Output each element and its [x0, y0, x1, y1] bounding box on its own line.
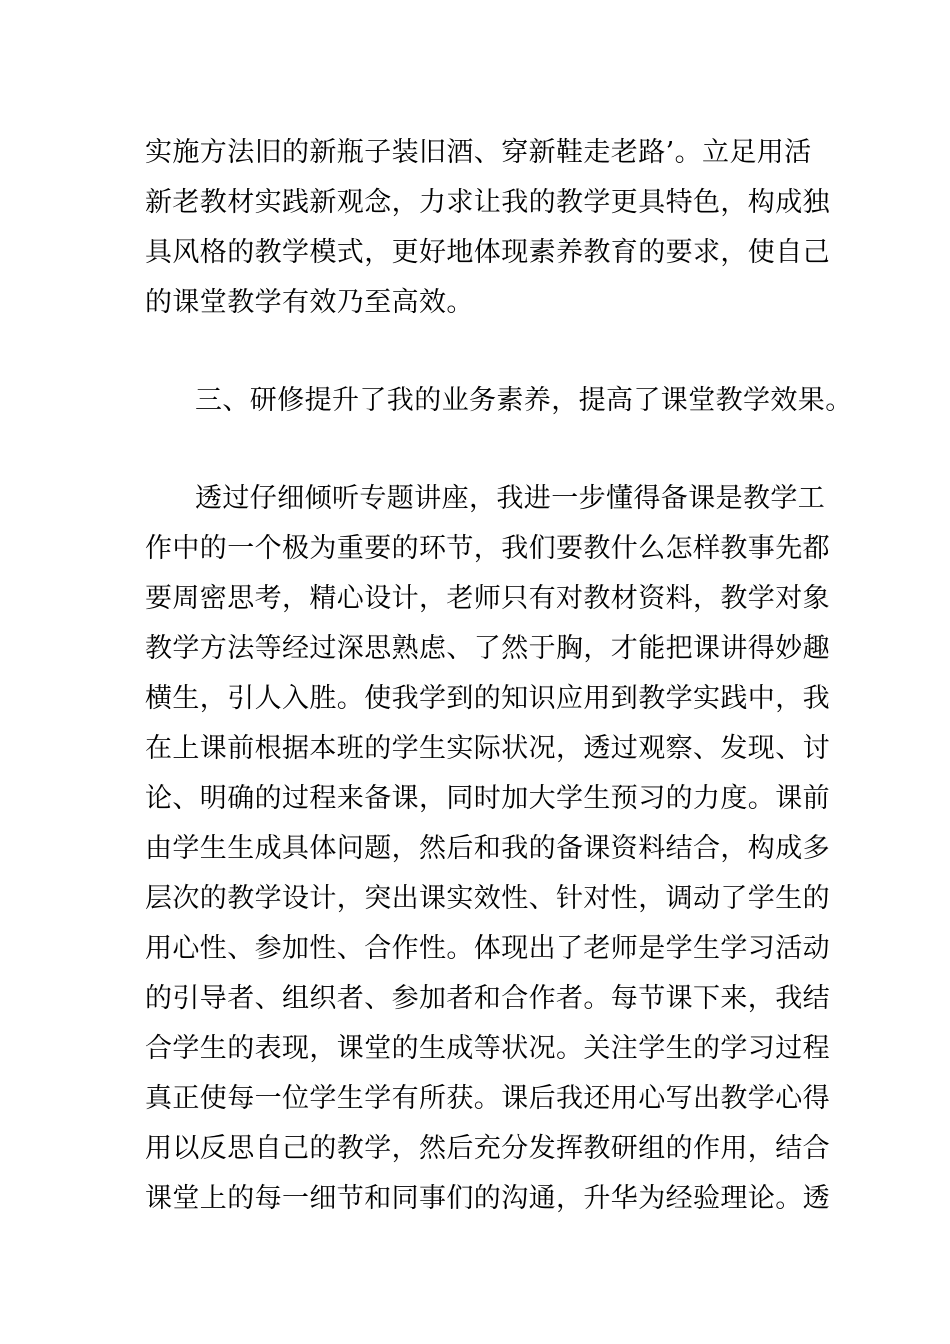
- text-line: 作中的一个极为重要的环节，我们要教什么怎样教事先都: [145, 533, 830, 564]
- section-heading: [145, 376, 853, 426]
- text-line: 的引导者、组织者、参加者和合作者。每节课下来，我结: [145, 983, 830, 1014]
- text-line: 实施方法旧的新瓶子装旧酒、穿新鞋走老路’。立足用活: [145, 137, 812, 168]
- text-line: 教学方法等经过深思熟虑、了然于胸，才能把课讲得妙趣: [145, 633, 830, 664]
- paragraph-body: [145, 474, 830, 1224]
- text-line: 要周密思考，精心设计，老师只有对教材资料，教学对象: [145, 583, 830, 614]
- text-line: 新老教材实践新观念，力求让我的教学更具特色，构成独: [145, 187, 830, 218]
- text-line: 层次的教学设计，突出课实效性、针对性，调动了学生的: [145, 883, 830, 914]
- text-line: 课堂上的每一细节和同事们的沟通，升华为经验理论。透: [145, 1183, 830, 1214]
- text-line: 在上课前根据本班的学生实际状况，透过观察、发现、讨: [145, 733, 830, 764]
- text-line: 横生，引人入胜。使我学到的知识应用到教学实践中，我: [145, 683, 830, 714]
- text-line: 合学生的表现，课堂的生成等状况。关注学生的学习过程: [145, 1033, 830, 1064]
- text-line: 由学生生成具体问题，然后和我的备课资料结合，构成多: [145, 833, 830, 864]
- text-line: 具风格的教学模式，更好地体现素养教育的要求，使自己: [145, 237, 830, 268]
- text-line: 用心性、参加性、合作性。体现出了老师是学生学习活动: [145, 933, 830, 964]
- text-line: 用以反思自己的教学，然后充分发挥教研组的作用，结合: [145, 1133, 830, 1164]
- heading-line: 三、研修提升了我的业务素养，提高了课堂教学效果。: [195, 385, 853, 416]
- text-line: 真正使每一位学生学有所获。课后我还用心写出教学心得: [145, 1083, 830, 1114]
- paragraph-continuation: [145, 128, 830, 328]
- text-line: 的课堂教学有效乃至高效。: [145, 287, 474, 318]
- text-line: 论、明确的过程来备课，同时加大学生预习的力度。课前: [145, 783, 830, 814]
- text-line: 透过仔细倾听专题讲座，我进一步懂得备课是教学工: [195, 483, 826, 514]
